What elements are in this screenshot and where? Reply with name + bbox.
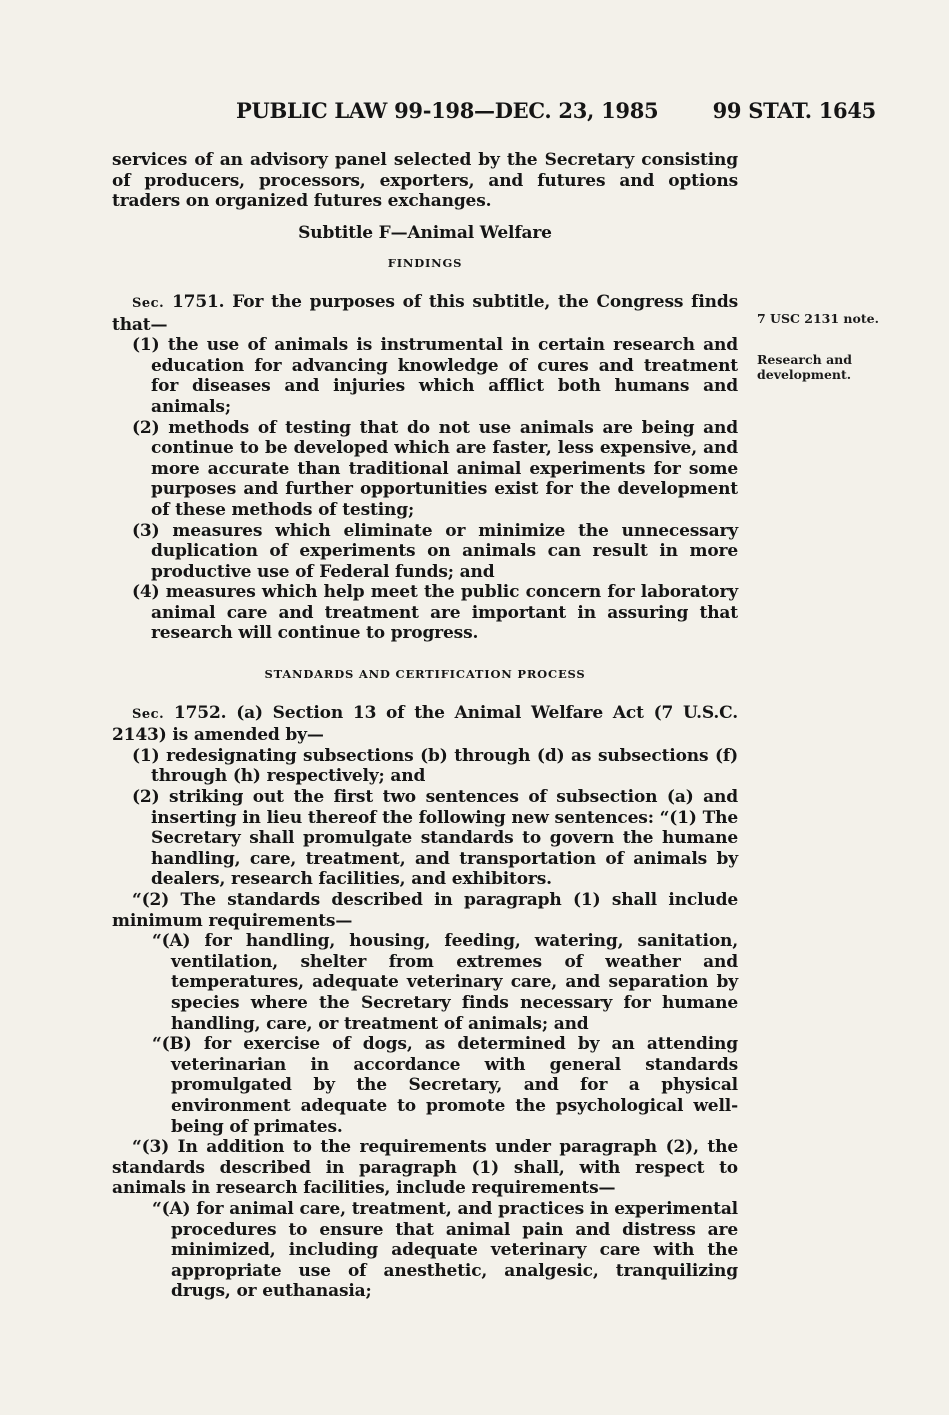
amendment-2: (2) striking out the first two sentences of subsection (a) and inserting in lieu thereof the following new sentences: “(1) The Secretary shall promulgate standards to govern the humane handling, care, treatment, and transportation of animals by dealers, research facilities, and exhibitors.: [132, 787, 738, 890]
subtitle-heading: Subtitle F—Animal Welfare: [298, 222, 552, 243]
margin-note-research: [757, 352, 852, 382]
section-1752-text: 1752. (a) Section 13 of the Animal Welfare Act (7 U.S.C. 2143) is amended by—: [112, 702, 738, 746]
section-1751: [112, 292, 738, 335]
finding-3: (3) measures which eliminate or minimize the unnecessary duplication of experiments on animals can result in more productive use of Federal funds; and: [132, 520, 738, 582]
quoted-paragraph-2: “(2) The standards described in paragraph (1) shall include minimum requirements—: [112, 890, 738, 931]
quoted-paragraph-2B: “(B) for exercise of dogs, as determined by an attending veterinarian in accordance with general standards promulgated by the Secretary, and for a physical environment adequate to promote the psychological well-being of primates.: [152, 1034, 738, 1137]
quoted-paragraph-2A: “(A) for handling, housing, feeding, watering, sanitation, ventilation, shelter from extremes of weather and temperatures, adequate veterinary care, and separation by species where the Secretary finds necessary for humane handling, care, or treatment of animals; and: [152, 931, 738, 1034]
findings-heading: FINDINGS: [387, 256, 463, 271]
section-1752: [112, 703, 738, 746]
section-label: Sec.: [132, 706, 165, 722]
finding-4: (4) measures which help meet the public concern for laboratory animal care and treatment are important in assuring that research will continue to progress.: [132, 582, 738, 644]
quoted-paragraph-3: “(3) In addition to the requirements under paragraph (2), the standards described in paragraph (1) shall, with respect to animals in research facilities, include requirements—: [112, 1137, 738, 1199]
standards-heading: STANDARDS AND CERTIFICATION PROCESS: [264, 667, 586, 682]
quoted-paragraph-3A: “(A) for animal care, treatment, and practices in experimental procedures to ensure that animal pain and distress are minimized, including adequate veterinary care with the appropriate use of anesthetic, analgesic, tranquilizing drugs, or euthanasia;: [152, 1198, 738, 1302]
running-head-stat: 99 STAT. 1645: [712, 98, 876, 123]
finding-1: (1) the use of animals is instrumental in certain research and education for advancing knowledge of cures and treatment for diseases and injuries which afflict both humans and animals;: [132, 335, 738, 417]
margin-note-research-line2: development.: [757, 367, 852, 382]
intro-paragraph: services of an advisory panel selected by the Secretary consisting of producers, processors, exporters, and futures and options traders on organized futures exchanges.: [112, 150, 738, 212]
running-head: [236, 98, 876, 128]
section-label: Sec.: [132, 295, 165, 311]
running-head-title: PUBLIC LAW 99-198—DEC. 23, 1985: [236, 98, 659, 123]
finding-2: (2) methods of testing that do not use animals are being and continue to be developed which are faster, less expensive, and more accurate than traditional animal experiments for some purposes and further opportunities exist for the development of these methods of testing;: [132, 417, 738, 520]
margin-note-usc: 7 USC 2131 note.: [757, 311, 879, 326]
amendment-1: (1) redesignating subsections (b) through (d) as subsections (f) through (h) respectively; and: [132, 745, 738, 787]
margin-note-research-line1: Research and: [757, 352, 852, 367]
body-text: [112, 150, 738, 1302]
section-1751-text: 1751. For the purposes of this subtitle, the Congress finds that—: [112, 291, 738, 335]
